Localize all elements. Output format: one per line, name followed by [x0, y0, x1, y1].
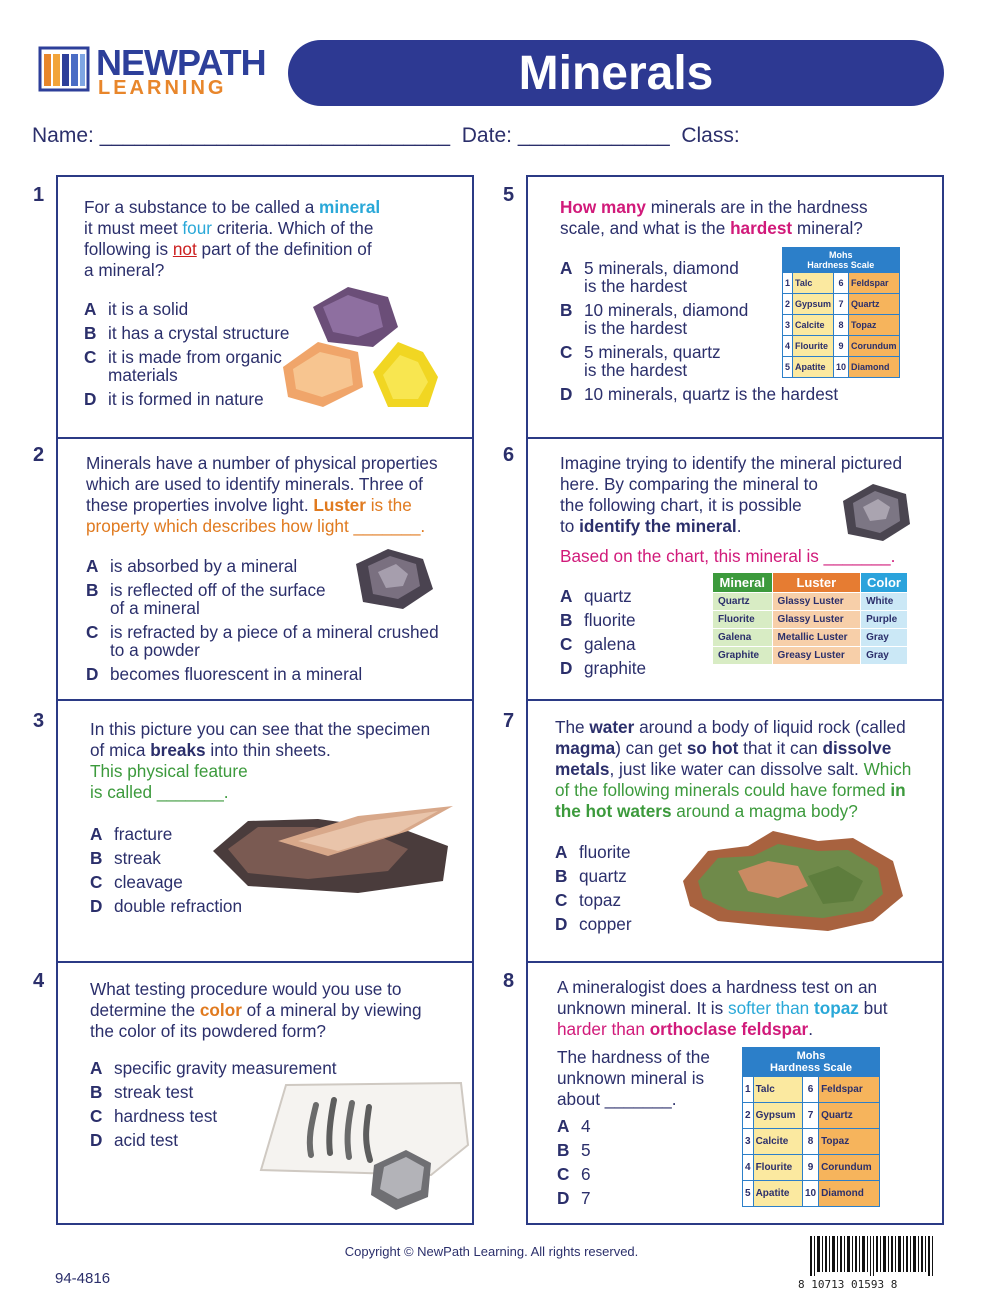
streak-plate-image [256, 1075, 471, 1215]
question-text: In this picture you can see that the specimen of mica breaks into thin sheets. This physical feature is called _______. [90, 719, 431, 802]
question-2-box [56, 437, 474, 701]
class-label: Class: [681, 124, 740, 147]
table-row: 2 Gypsum 7 Quartz [743, 1103, 880, 1129]
date-label: Date: [461, 124, 512, 147]
option-c[interactable]: C topaz [555, 890, 622, 910]
table-row: 1 Talc 6 Feldspar [783, 273, 900, 294]
question-text: The water around a body of liquid rock (called magma) can get so hot that it can dissolve metals, just like water can dissolve salt. Which of the following minerals could have formed in the hot waters around a magma body? [555, 717, 912, 821]
answer-options [84, 300, 289, 414]
date-field[interactable]: _____________ [517, 124, 670, 147]
student-info-line [32, 124, 740, 148]
logo-text-top: NEWPATH [96, 42, 266, 83]
page-title: Minerals [518, 47, 714, 100]
option-d[interactable]: D it is formed in nature [84, 389, 264, 409]
question-8-box [526, 961, 944, 1225]
question-number: 7 [503, 710, 515, 732]
table-row: 3 Calcite 8 Topaz [783, 315, 900, 336]
table-row: 4 Flourite 9 Corundum [743, 1155, 880, 1181]
option-d[interactable]: D acid test [90, 1130, 179, 1150]
table-title: Mohs Hardness Scale [783, 248, 900, 273]
table-row: 4 Flourite 9 Corundum [783, 336, 900, 357]
question-number: 2 [33, 444, 45, 466]
option-c[interactable]: C 6 [557, 1164, 591, 1184]
name-field[interactable]: ______________________________ [99, 124, 451, 147]
mohs-hardness-table [742, 1047, 880, 1207]
option-b[interactable]: B streak [90, 848, 161, 868]
question-1-box [56, 175, 474, 439]
option-c[interactable]: C is refracted by a piece of a mineral crushed to a powder [86, 622, 439, 660]
barcode-digits: 8 10713 01593 8 [798, 1278, 898, 1291]
question-text: Imagine trying to identify the mineral pictured here. By comparing the mineral to the following chart, it is possible to identify the mineral. Based on the chart, this mineral is _______. [560, 453, 903, 566]
question-number: 3 [33, 710, 45, 732]
question-subtext: The hardness of the unknown mineral is about _______. [557, 1047, 710, 1109]
option-b[interactable]: B 10 minerals, diamond is the hardest [560, 300, 749, 338]
question-3-box [56, 699, 474, 963]
option-d[interactable]: D 10 minerals, quartz is the hardest [560, 384, 839, 404]
title-banner [288, 40, 944, 106]
chart-header-luster: Luster [772, 573, 861, 593]
question-text: What testing procedure would you use to determine the color of a mineral by viewing the color of its powdered form? [90, 979, 422, 1041]
mica-specimen-image [208, 801, 458, 901]
table-row: 5 Apatite 10 Diamond [743, 1181, 880, 1207]
option-a[interactable]: A quartz [560, 586, 632, 606]
option-a[interactable]: A it is a solid [84, 299, 189, 319]
option-c[interactable]: C it is made from organic materials [84, 347, 282, 385]
chart-header-mineral: Mineral [713, 573, 773, 593]
option-a[interactable]: A fluorite [555, 842, 631, 862]
galena-specimen-image [348, 544, 438, 614]
question-number: 6 [503, 444, 515, 466]
answer-options [555, 843, 632, 939]
question-number: 1 [33, 184, 45, 206]
option-b[interactable]: B is reflected off of the surface of a mineral [86, 580, 326, 618]
barcode-image [800, 1236, 950, 1276]
mohs-hardness-table [782, 247, 900, 378]
chart-header-color: Color [861, 573, 908, 593]
question-text: Minerals have a number of physical properties which are used to identify minerals. Three of these properties involve light. Luster is the property which describes how light _______. [86, 453, 438, 536]
copper-specimen-image [678, 826, 908, 936]
table-row: Quartz Glassy Luster White [713, 593, 908, 611]
option-d[interactable]: D graphite [560, 658, 647, 678]
logo-text-bottom: LEARNING [98, 77, 227, 99]
question-number: 8 [503, 970, 515, 992]
book-logo-icon [38, 46, 90, 94]
mineral-sample-image [838, 479, 913, 544]
option-b[interactable]: B 5 [557, 1140, 591, 1160]
mineral-specimens-image [278, 277, 468, 417]
option-d[interactable]: D copper [555, 914, 632, 934]
option-c[interactable]: C galena [560, 634, 636, 654]
option-c[interactable]: C 5 minerals, quartz is the hardest [560, 342, 721, 380]
option-b[interactable]: B streak test [90, 1082, 194, 1102]
option-d[interactable]: D double refraction [90, 896, 243, 916]
option-c[interactable]: C cleavage [90, 872, 183, 892]
question-text: For a substance to be called a mineral it must meet four criteria. Which of the following is not part of the definition of a mineral? [84, 197, 381, 280]
option-b[interactable]: B quartz [555, 866, 627, 886]
question-5-box [526, 175, 944, 439]
name-label: Name: [32, 124, 94, 147]
copyright-notice: Copyright © NewPath Learning. All rights reserved. [344, 1244, 639, 1259]
table-title: Mohs Hardness Scale [743, 1048, 880, 1077]
question-text: A mineralogist does a hardness test on an unknown mineral. It is softer than topaz but harder than orthoclase feldspar. [557, 977, 888, 1039]
question-4-box [56, 961, 474, 1225]
table-row: 5 Apatite 10 Diamond [783, 357, 900, 378]
option-a[interactable]: A 4 [557, 1116, 591, 1136]
option-d[interactable]: D 7 [557, 1188, 591, 1208]
option-b[interactable]: B fluorite [560, 610, 636, 630]
question-text: How many minerals are in the hardness scale, and what is the hardest mineral? [560, 197, 868, 238]
table-row: 3 Calcite 8 Topaz [743, 1129, 880, 1155]
option-a[interactable]: A 5 minerals, diamond is the hardest [560, 258, 739, 296]
product-code: 94-4816 [55, 1270, 111, 1287]
table-row: Galena Metallic Luster Gray [713, 629, 908, 647]
answer-options [557, 1117, 591, 1213]
table-row: 2 Gypsum 7 Quartz [783, 294, 900, 315]
question-number: 5 [503, 184, 515, 206]
mineral-identification-chart [712, 572, 908, 665]
question-7-box [526, 699, 944, 963]
option-b[interactable]: B it has a crystal structure [84, 323, 290, 343]
table-row: Graphite Greasy Luster Gray [713, 647, 908, 665]
newpath-logo [38, 44, 278, 100]
option-a[interactable]: A fracture [90, 824, 173, 844]
option-c[interactable]: C hardness test [90, 1106, 218, 1126]
question-6-box [526, 437, 944, 701]
question-number: 4 [33, 970, 45, 992]
option-d[interactable]: D becomes fluorescent in a mineral [86, 664, 363, 684]
table-row: Fluorite Glassy Luster Purple [713, 611, 908, 629]
answer-options [560, 587, 646, 683]
option-a[interactable]: A is absorbed by a mineral [86, 556, 298, 576]
table-row: 1 Talc 6 Feldspar [743, 1077, 880, 1103]
option-a[interactable]: A specific gravity measurement [90, 1058, 337, 1078]
